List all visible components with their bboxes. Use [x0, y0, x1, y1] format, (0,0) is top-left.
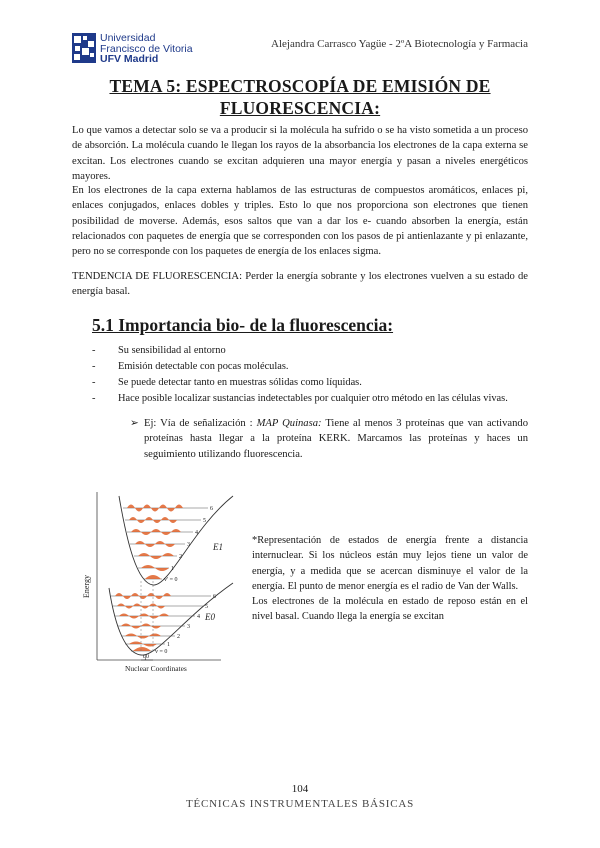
logo-text — [100, 33, 193, 65]
level-label: 4 — [195, 530, 198, 536]
bullet-list — [92, 343, 532, 407]
example-prefix: Ej: Vía de señalización : — [144, 418, 257, 429]
arrow-bullet-icon: ➢ — [130, 418, 139, 429]
level-label: 5 — [205, 604, 208, 610]
logo-line-1: Universidad — [100, 32, 156, 44]
paragraph-tendency: TENDENCIA DE FLUORESCENCIA: Perder la energía sobrante y los electrones vuelven a su estado de energía basal. — [72, 271, 528, 298]
x-axis-label: Nuclear Coordinates — [125, 664, 187, 673]
caption-paragraph: *Representación de estados de energía frente a distancia internuclear. Si los núcleos están muy lejos tiene un valor de energía, y a medida que se acercan disminuye el valor de la energía. El punto de menor energía es el radio de Van der Walls. — [252, 535, 528, 592]
level-label: v = 0 — [155, 649, 168, 655]
upper-state-label: E1 — [213, 542, 223, 552]
example-italic: MAP Quinasa: — [256, 418, 322, 429]
energy-level-diagram — [83, 488, 238, 675]
list-item: - Hace posible localizar sustancias indetectables por cualquier otro método en las células vivas. — [92, 391, 532, 407]
example-block — [130, 416, 528, 462]
example-text — [130, 416, 528, 462]
page-number: 104 — [291, 783, 309, 795]
title-line-2: FLUORESCENCIA: — [219, 98, 381, 118]
university-logo — [72, 33, 232, 67]
level-label: 4 — [197, 614, 200, 620]
level-label: 6 — [213, 594, 216, 600]
level-label: 2 — [177, 634, 180, 640]
level-label: 1 — [171, 566, 174, 572]
paragraph-electrons: En los electrones de la capa externa hablamos de las estructuras de compuestos aromáticos, enlaces pi, enlaces conjugados, enlaces dobles y triples. Esto lo que nos proporciona son electrones que tienen posibilidad de moverse. Además, esos saltos que van a dar los e- cuando absorben la energía, están relacionados con paquetes de energía que se corresponden con los pasos de pi antienlazante y pi enlazante, pero no se corresponde con los paquetes de energía de los enlaces sigma. — [72, 185, 528, 258]
list-item: - Su sensibilidad al entorno — [92, 343, 532, 359]
author-header: Alejandra Carrasco Yagüe - 2ºA Biotecnología y Farmacia — [271, 38, 528, 50]
logo-line-2: Francisco de Vitoria — [100, 42, 193, 55]
example-rest: Tiene al menos 3 proteínas que van activando proteínas hasta llegar a la proteína KERK. Marcamos las proteínas y haces un seguimiento utilizando fluorescencia. — [144, 418, 529, 460]
lower-wavefunctions — [115, 593, 171, 651]
y-axis-label: Energy — [82, 575, 91, 598]
lower-level-labels — [155, 594, 216, 655]
diagram-caption — [252, 533, 528, 625]
title-line-1: TEMA 5: ESPECTROSCOPÍA DE EMISIÓN DE — [109, 76, 491, 96]
list-item: - Emisión detectable con pocas moléculas. — [92, 359, 532, 375]
level-label: 1 — [167, 642, 170, 648]
level-label: 6 — [210, 506, 213, 512]
list-item: - Se puede detectar tanto en muestras sólidas como líquidas. — [92, 375, 532, 391]
lower-state-label: E0 — [205, 612, 215, 622]
level-label: 3 — [187, 624, 190, 630]
level-label: 2 — [179, 554, 182, 560]
paragraph-absorption: Lo que vamos a detectar solo se va a producir si la molécula ha sufrido o se ha visto sometida a un proceso de absorción. La molécula cuando le llegan los rayos de la absorbancia los electrones de la capa externa se excitan. Los electrones cuando se excitan adquieren una mayor energía y pasan a niveles energéticos mayores. — [72, 125, 528, 182]
level-label: v' = 0 — [164, 577, 178, 583]
ufv-shield-icon — [72, 33, 96, 63]
offset-label: q0 — [143, 654, 149, 660]
footer-course: TÉCNICAS INSTRUMENTALES BÁSICAS — [185, 798, 415, 810]
logo-line-3: UFV Madrid — [100, 53, 159, 65]
level-label: 3 — [187, 542, 190, 548]
caption-paragraph: Los electrones de la molécula en estado de reposo están en el nivel basal. Cuando llega la energía se excitan — [252, 596, 528, 623]
section-heading: 5.1 Importancia bio- de la fluorescencia: — [92, 315, 394, 335]
page-title — [70, 75, 530, 119]
level-label: 5 — [203, 518, 206, 524]
